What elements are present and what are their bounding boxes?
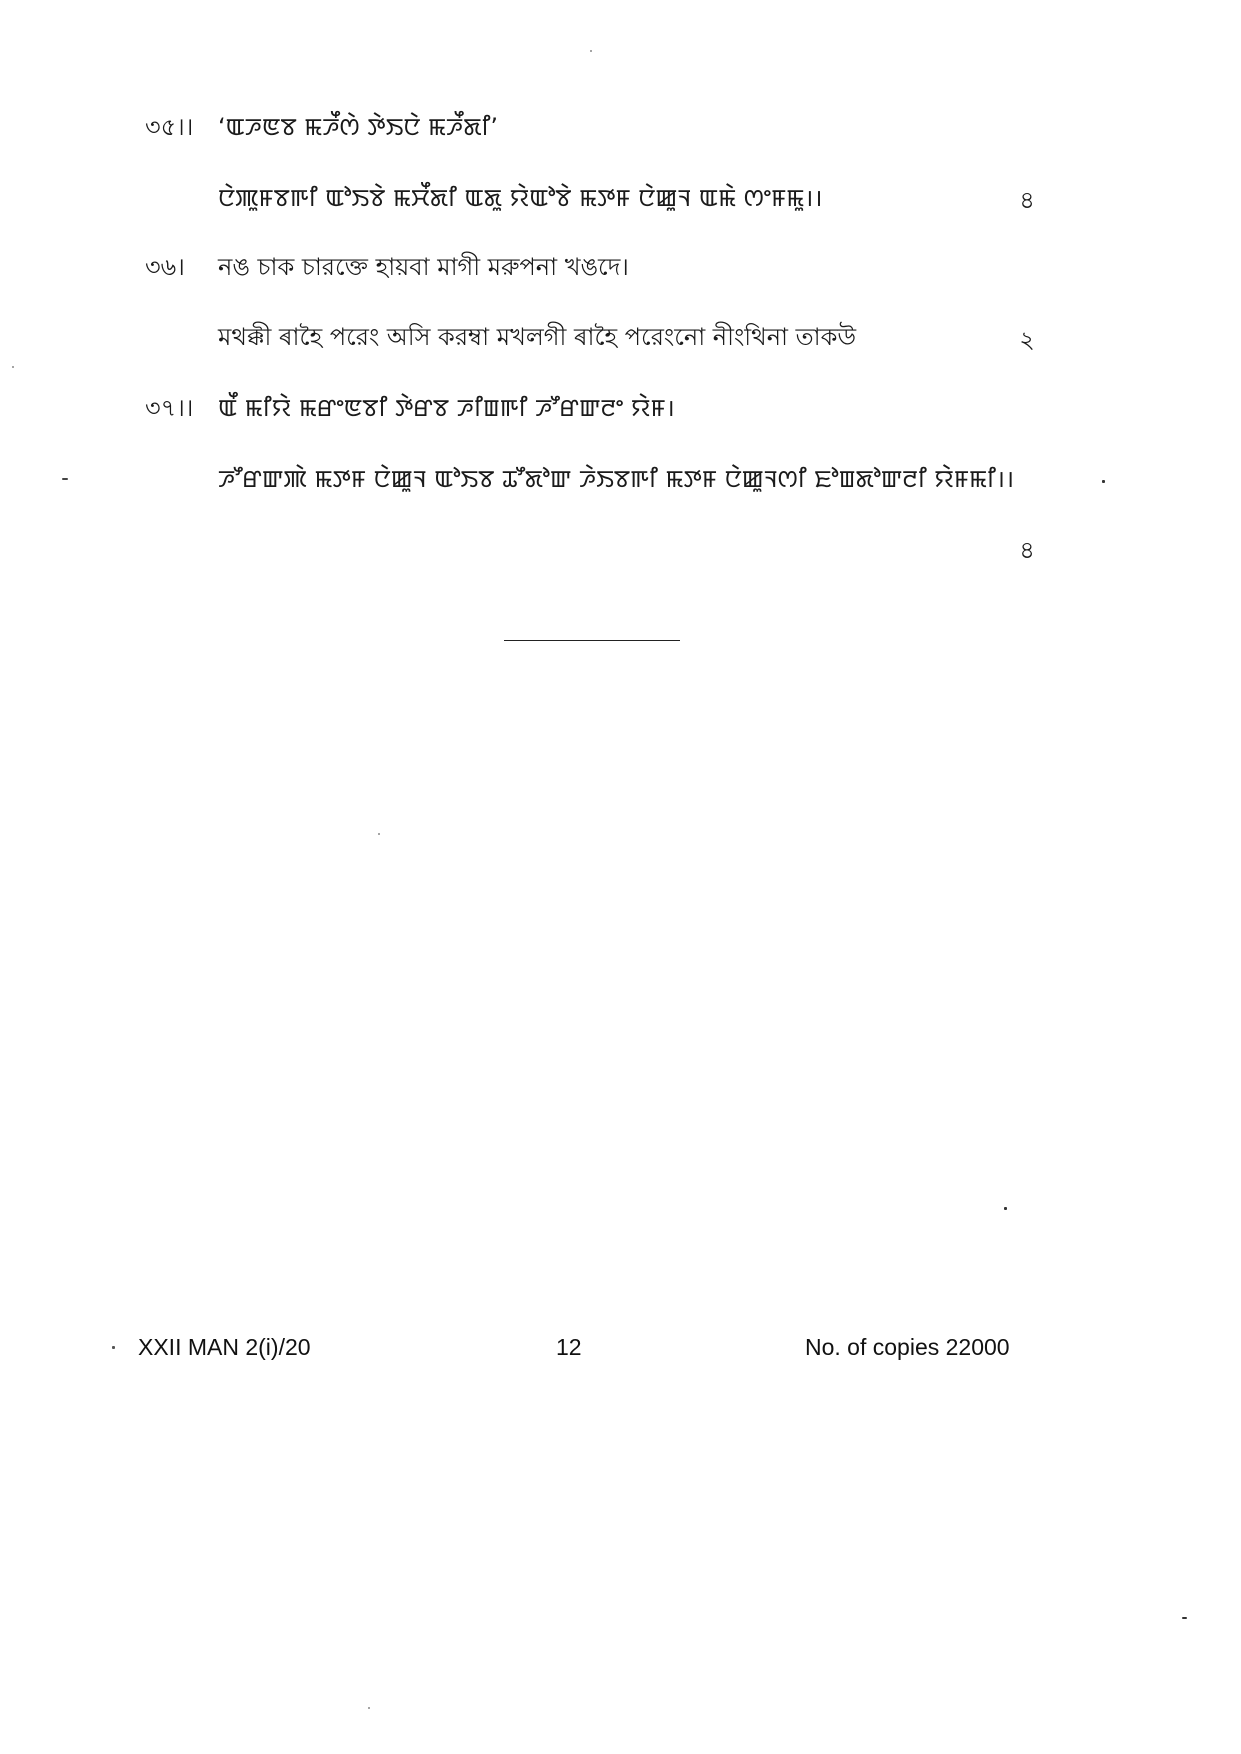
question-body: মথক্কী ৰাহৈ পরেং অসি করম্বা মখলগী ৰাহৈ পরেংনো নীংথিনা তাকউ — [218, 323, 857, 351]
scan-speck — [368, 1707, 370, 1709]
scan-speck — [1004, 1207, 1007, 1210]
scan-speck — [378, 833, 380, 835]
question-prompt: ꯑꯩ ꯃꯤꯌꯥ ꯃꯔꯦꯟꯕꯤ ꯇꯥꯔꯕ ꯍꯤꯡꯒꯤ ꯍꯧꯔꯛꯂꯦ ꯌꯥꯝ। — [218, 394, 675, 422]
question-number: ৩৫।। — [145, 113, 194, 141]
scan-speck — [1182, 1617, 1187, 1619]
question-marks: ২ — [1019, 326, 1035, 354]
question-marks: ৪ — [1019, 536, 1035, 564]
scan-speck — [112, 1346, 115, 1349]
question-prompt: ‘ꯑꯍꯟꯕ ꯃꯍꯩꯁꯥ ꯇꯥꯏꯅꯥ ꯃꯍꯩꯗꯤ’ — [218, 113, 499, 141]
scan-speck — [12, 366, 14, 368]
question-prompt: নঙ চাক চারক্তে হায়বা মাগী মরুপনা খঙদে। — [218, 253, 629, 281]
scan-speck — [62, 478, 68, 480]
question-body: ꯍꯧꯔꯛꯄꯥ ꯃꯇꯝ ꯅꯥꯀꯨꯜ ꯑꯣꯏꯕ ꯊꯧꯗꯣꯛ ꯍꯥꯏꯕꯒꯤ ꯃꯇꯝ ꯅꯥꯀꯨꯜꯁꯤ ꯐꯣꯡꯗꯣꯛꯂꯤ ꯌꯥꯝꯃꯤ।। — [218, 465, 1015, 493]
scan-speck — [590, 50, 592, 52]
question-body: ꯅꯥꯄꯨꯝꯕꯒꯤ ꯑꯣꯏꯕꯥ ꯃꯆꯩꯗꯤ ꯑꯗꯨ ꯌꯥꯑꯣꯕꯥ ꯃꯇꯝ ꯅꯥꯀꯨꯜ ꯑꯃꯥ ꯁꯦꯝꯃꯨ।। — [218, 184, 823, 212]
scan-speck — [1102, 480, 1105, 483]
paper-code: XXII MAN 2(i)/20 — [138, 1334, 311, 1360]
section-divider — [504, 640, 680, 641]
page-number: 12 — [556, 1334, 582, 1360]
question-number: ৩৭।। — [145, 394, 194, 422]
copies-count: No. of copies 22000 — [805, 1334, 1010, 1360]
question-marks: ৪ — [1019, 186, 1035, 214]
question-number: ৩৬। — [145, 253, 185, 281]
